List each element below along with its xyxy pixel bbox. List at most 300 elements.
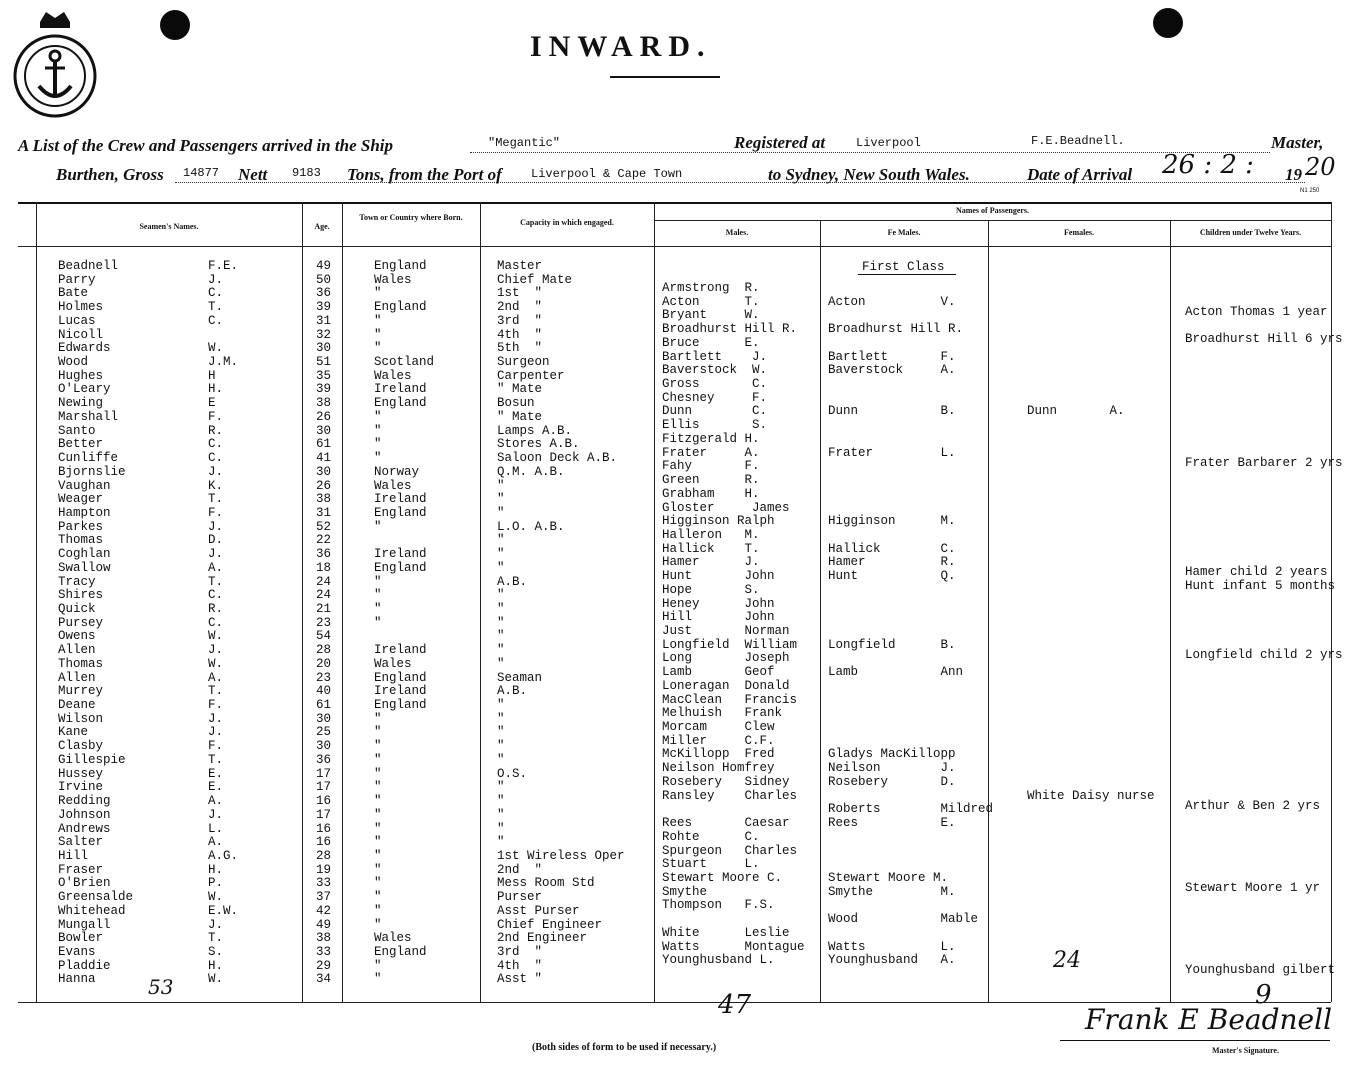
crew-age: 29: [316, 958, 332, 973]
crew-surname: Newing: [58, 396, 104, 411]
crew-capacity: 2nd ": [497, 300, 543, 315]
passenger-female: Gladys MacKillopp: [828, 747, 956, 762]
crew-initials: C.: [208, 313, 224, 328]
passenger-female: Hunt Q.: [828, 569, 956, 584]
crew-age: 30: [316, 423, 332, 438]
crew-surname: Johnson: [58, 807, 111, 822]
crew-age: 49: [316, 259, 332, 273]
crew-initials: C.: [208, 437, 224, 452]
crew-row: [0, 589, 654, 603]
crew-initials: J.: [208, 807, 224, 822]
crew-age: 16: [316, 821, 332, 836]
from-port: Liverpool & Cape Town: [531, 167, 683, 181]
passenger-male: Dunn C.: [662, 404, 768, 419]
passenger-female: Dunn B.: [828, 404, 956, 419]
crew-birthplace: ": [374, 574, 382, 589]
crew-row: [0, 850, 654, 864]
crew-initials: W.: [208, 629, 224, 644]
crew-birthplace: ": [374, 780, 382, 795]
crew-surname: Wood: [58, 355, 89, 370]
crew-surname: Parry: [58, 272, 96, 287]
crew-row: [0, 548, 654, 562]
crew-initials: C.: [208, 588, 224, 603]
crew-age: 28: [316, 643, 332, 658]
crew-row: [0, 644, 654, 658]
passenger-female: Lamb Ann: [828, 665, 964, 680]
passenger-male: Baverstock W.: [662, 363, 768, 378]
crew-surname: Redding: [58, 794, 111, 809]
crew-birthplace: England: [374, 945, 427, 959]
passenger-male: Green R.: [662, 473, 760, 488]
crew-surname: Lucas: [58, 313, 96, 328]
crew-birthplace: ": [374, 313, 382, 328]
crew-age: 61: [316, 437, 332, 452]
arrival-date: 26 : 2 :: [1162, 150, 1254, 180]
passenger-male: Lamb Geof: [662, 665, 775, 680]
crew-capacity: 3rd ": [497, 945, 543, 959]
crew-initials: R.: [208, 602, 224, 616]
crew-row: [0, 534, 654, 548]
crew-surname: Salter: [58, 835, 104, 850]
crew-initials: C.: [208, 286, 224, 301]
crew-row: [0, 397, 654, 411]
crew-initials: J.: [208, 643, 224, 658]
passenger-male: Hill John: [662, 610, 775, 625]
crew-surname: Hill: [58, 848, 89, 863]
crew-row: [0, 946, 654, 960]
crew-row: [0, 507, 654, 521]
passenger-female: Broadhurst Hill R.: [828, 322, 964, 337]
crew-capacity: Chief Engineer: [497, 917, 603, 932]
crew-capacity: Asst ": [497, 972, 543, 987]
crew-capacity: 5th ": [497, 341, 543, 356]
crew-initials: A.G.: [208, 848, 239, 863]
crew-birthplace: Wales: [374, 272, 412, 287]
crew-age: 20: [316, 656, 332, 671]
crew-row: [0, 809, 654, 823]
passengers-subheader-rule: [654, 220, 1331, 221]
passenger-male: Chesney F.: [662, 390, 768, 405]
crew-birthplace: England: [374, 505, 427, 520]
passenger-male: Younghusband L.: [662, 953, 775, 968]
crew-surname: Irvine: [58, 780, 104, 795]
crew-age: 23: [316, 670, 332, 685]
crew-initials: J.: [208, 711, 224, 726]
crew-birthplace: Ireland: [374, 547, 427, 562]
crew-age: 38: [316, 492, 332, 507]
crew-age: 31: [316, 313, 332, 328]
passenger-male: Higginson Ralph: [662, 514, 775, 529]
passenger-female: Baverstock A.: [828, 363, 956, 378]
col-header-passengers: Names of Passengers.: [955, 206, 1030, 215]
crew-birthplace: Wales: [374, 478, 412, 493]
crew-age: 30: [316, 464, 332, 479]
crew-capacity: 2nd ": [497, 862, 543, 877]
crew-age: 23: [316, 615, 332, 630]
crew-capacity: 2nd Engineer: [497, 931, 588, 946]
crew-capacity: 3rd ": [497, 313, 543, 328]
passenger-male: Hope S.: [662, 582, 760, 597]
crew-birthplace: England: [374, 300, 427, 315]
crew-row: [0, 960, 654, 974]
nett-label: Nett: [238, 165, 268, 184]
crew-birthplace: ": [374, 423, 382, 438]
crew-capacity: ": [497, 835, 505, 850]
crew-row: [0, 781, 654, 795]
passenger-male: Stuart L.: [662, 857, 760, 872]
crew-surname: Murrey: [58, 684, 104, 699]
crew-row: [0, 864, 654, 878]
crew-initials: W.: [208, 890, 224, 905]
crew-surname: Coghlan: [58, 547, 111, 562]
footer-note: (Both sides of form to be used if necessary.): [532, 1042, 717, 1053]
first-class-heading: First Class: [862, 260, 945, 274]
passenger-female: Frater L.: [828, 445, 956, 460]
crew-surname: Marshall: [58, 409, 119, 424]
crew-row: [0, 891, 654, 905]
crew-birthplace: ": [374, 972, 382, 987]
crew-row: [0, 425, 654, 439]
crew-row: [0, 919, 654, 933]
col-header-fe-males: Fe Males.: [887, 228, 921, 237]
signature-label: Master's Signature.: [1212, 1046, 1279, 1055]
crew-capacity: Seaman: [497, 670, 543, 685]
crew-surname: Owens: [58, 629, 96, 644]
crew-capacity: ": [497, 560, 505, 575]
crew-initials: E.: [208, 780, 224, 795]
passenger-male: White Leslie: [662, 925, 790, 940]
crew-capacity: O.S.: [497, 766, 528, 781]
crew-initials: H: [208, 368, 216, 383]
crew-initials: T.: [208, 684, 224, 699]
crew-initials: T.: [208, 574, 224, 589]
passenger-male: Gloster James: [662, 500, 790, 515]
crew-birthplace: Norway: [374, 464, 420, 479]
crew-surname: Bjornslie: [58, 464, 126, 479]
crew-capacity: Asst Purser: [497, 903, 580, 918]
passenger-male: Bartlett J.: [662, 349, 768, 364]
crew-birthplace: ": [374, 903, 382, 918]
crew-surname: Hanna: [58, 972, 96, 987]
crew-row: [0, 685, 654, 699]
crew-row: [0, 260, 654, 274]
crew-birthplace: ": [374, 711, 382, 726]
passenger-male: Watts Montague: [662, 939, 805, 954]
passenger-male: Gross C.: [662, 377, 768, 392]
passenger-male: Grabham H.: [662, 486, 760, 501]
crew-surname: Bowler: [58, 931, 104, 946]
crew-birthplace: ": [374, 835, 382, 850]
crew-birthplace: ": [374, 794, 382, 809]
passenger-male: Longfield William: [662, 637, 798, 652]
crew-surname: Deane: [58, 698, 96, 713]
crew-capacity: ": [497, 588, 505, 603]
crew-row: [0, 315, 654, 329]
passenger-male: Loneragan Donald: [662, 678, 790, 693]
passenger-male: Halleron M.: [662, 527, 760, 542]
passenger-male: Long Joseph: [662, 651, 790, 666]
crew-surname: Andrews: [58, 821, 111, 836]
crew-initials: J.: [208, 725, 224, 740]
crew-surname: Gillespie: [58, 752, 126, 767]
crew-birthplace: ": [374, 588, 382, 603]
title-underline: [610, 76, 720, 78]
crew-age: 22: [316, 533, 332, 548]
crew-age: 26: [316, 409, 332, 424]
nett-tons: 9183: [292, 166, 321, 180]
crew-initials: J.: [208, 547, 224, 562]
crew-row: [0, 768, 654, 782]
passenger-child: Hamer child 2 years: [1185, 565, 1328, 580]
crew-initials: J.: [208, 519, 224, 534]
passenger-male: Fahy F.: [662, 459, 760, 474]
crew-surname: Better: [58, 437, 104, 452]
crew-surname: Tracy: [58, 574, 96, 589]
crew-capacity: ": [497, 478, 505, 493]
crew-age: 39: [316, 300, 332, 315]
crew-row: [0, 383, 654, 397]
form-code: N1 250: [1300, 188, 1320, 194]
crew-birthplace: ": [374, 917, 382, 932]
crew-age: 61: [316, 698, 332, 713]
passenger-female: Rees E.: [828, 816, 956, 831]
crew-initials: E.W.: [208, 903, 239, 918]
passenger-male: Bryant W.: [662, 308, 760, 323]
crew-surname: Allen: [58, 670, 96, 685]
col-header-males: Males.: [725, 228, 749, 237]
crew-age: 38: [316, 931, 332, 946]
crew-surname: Allen: [58, 643, 96, 658]
crew-birthplace: England: [374, 560, 427, 575]
crew-surname: Hughes: [58, 368, 104, 383]
col-divider: [654, 202, 655, 1002]
crew-birthplace: England: [374, 396, 427, 411]
crew-birthplace: England: [374, 670, 427, 685]
crew-initials: K.: [208, 478, 224, 493]
crew-age: 37: [316, 890, 332, 905]
passenger-female: Rosebery D.: [828, 774, 956, 789]
crew-initials: R.: [208, 423, 224, 438]
col-divider: [820, 220, 821, 1002]
crew-birthplace: Ireland: [374, 382, 427, 397]
passenger-male: McKillopp Fred: [662, 747, 775, 762]
crew-capacity: Mess Room Std: [497, 876, 595, 891]
crew-row: [0, 452, 654, 466]
crew-capacity: ": [497, 821, 505, 836]
passenger-female: Stewart Moore M.: [828, 870, 949, 885]
crew-birthplace: England: [374, 259, 427, 273]
first-class-underline: [858, 274, 956, 275]
crew-surname: Greensalde: [58, 890, 134, 905]
passenger-child: Frater Barbarer 2 yrs: [1185, 455, 1343, 470]
header-line1-rule: [470, 152, 1270, 153]
passenger-male: Thompson F.S.: [662, 898, 775, 913]
seal-logo: [12, 6, 98, 118]
col-header-females: Females.: [1064, 228, 1094, 237]
passenger-male: Melhuish Frank: [662, 706, 783, 721]
crew-age: 17: [316, 766, 332, 781]
passenger-female: Hamer R.: [828, 555, 956, 570]
crew-row: [0, 411, 654, 425]
passenger-male: Broadhurst Hill R.: [662, 322, 798, 337]
crew-capacity: Carpenter: [497, 368, 565, 383]
crew-capacity: Lamps A.B.: [497, 423, 573, 438]
crew-capacity: ": [497, 698, 505, 713]
crew-birthplace: ": [374, 848, 382, 863]
crew-row: [0, 301, 654, 315]
crew-initials: P.: [208, 876, 224, 891]
crew-initials: J.: [208, 272, 224, 287]
crew-age: 42: [316, 903, 332, 918]
crew-birthplace: Scotland: [374, 355, 435, 370]
crew-row: [0, 836, 654, 850]
crew-age: 36: [316, 752, 332, 767]
crew-age: 33: [316, 876, 332, 891]
header-line2-rule: [175, 182, 1305, 183]
crew-birthplace: ": [374, 807, 382, 822]
col-divider: [1331, 202, 1332, 1002]
crew-birthplace: ": [374, 451, 382, 466]
crew-birthplace: Ireland: [374, 492, 427, 507]
crew-initials: T.: [208, 492, 224, 507]
crew-birthplace: ": [374, 519, 382, 534]
crew-capacity: ": [497, 643, 505, 658]
crew-row: [0, 480, 654, 494]
crew-capacity: ": [497, 711, 505, 726]
crew-birthplace: ": [374, 725, 382, 740]
passenger-male: Just Norman: [662, 624, 790, 638]
master-name: F.E.Beadnell.: [1031, 134, 1125, 148]
crew-surname: Edwards: [58, 341, 111, 356]
passenger-child: Younghusband gilbert: [1185, 963, 1336, 978]
crew-age: 34: [316, 972, 332, 987]
crew-capacity: 4th ": [497, 327, 543, 342]
crew-age: 36: [316, 286, 332, 301]
crew-initials: C.: [208, 615, 224, 630]
col-header-born: Town or Country where Born.: [359, 213, 463, 222]
table-top-rule: [18, 202, 1331, 204]
crew-surname: O'Leary: [58, 382, 111, 397]
crew-initials: F.: [208, 698, 224, 713]
passenger-male: Acton T.: [662, 294, 760, 309]
passenger-female-extra: Dunn A.: [1027, 404, 1125, 419]
crew-capacity: Master: [497, 259, 543, 273]
header-prefix: A List of the Crew and Passengers arrived in the Ship: [18, 136, 393, 155]
crew-surname: Weager: [58, 492, 104, 507]
crew-initials: F.E.: [208, 259, 239, 273]
crew-age: 18: [316, 560, 332, 575]
crew-surname: Mungall: [58, 917, 111, 932]
crew-capacity: Saloon Deck A.B.: [497, 451, 618, 466]
crew-initials: F.: [208, 409, 224, 424]
crew-row: [0, 356, 654, 370]
crew-row: [0, 466, 654, 480]
females-total: 24: [1053, 948, 1081, 973]
crew-capacity: ": [497, 807, 505, 822]
crew-birthplace: ": [374, 821, 382, 836]
crew-row: [0, 905, 654, 919]
crew-initials: H.: [208, 862, 224, 877]
registered-label: Registered at: [734, 133, 826, 152]
crew-surname: Pursey: [58, 615, 104, 630]
passenger-child: Longfield child 2 yrs: [1185, 647, 1343, 662]
ship-name: "Megantic": [488, 136, 561, 150]
passenger-male: Ellis S.: [662, 418, 768, 433]
crew-birthplace: ": [374, 739, 382, 754]
passenger-male: Hallick T.: [662, 541, 760, 556]
gross-tons: 14877: [183, 166, 220, 180]
tons-from-label: Tons, from the Port of: [347, 165, 502, 184]
crew-age: 51: [316, 355, 332, 370]
crew-row: [0, 713, 654, 727]
crew-initials: H.: [208, 958, 224, 973]
crew-birthplace: Ireland: [374, 643, 427, 658]
crew-surname: Thomas: [58, 533, 104, 548]
crew-capacity: L.O. A.B.: [497, 519, 565, 534]
passenger-child: Arthur & Ben 2 yrs: [1185, 798, 1321, 813]
crew-capacity: A.B.: [497, 574, 528, 589]
crew-surname: Evans: [58, 945, 96, 959]
crew-age: 32: [316, 327, 332, 342]
passenger-male: Smythe: [662, 884, 708, 899]
passenger-male: Heney John: [662, 596, 775, 611]
passenger-male: Rees Caesar: [662, 816, 790, 831]
passenger-male: MacClean Francis: [662, 692, 798, 707]
crew-row: [0, 877, 654, 891]
registered-port: Liverpool: [856, 136, 921, 150]
crew-capacity: ": [497, 656, 505, 671]
crew-age: 25: [316, 725, 332, 740]
passenger-male: Frater A.: [662, 445, 760, 460]
crew-capacity: ": [497, 780, 505, 795]
year-prefix: 19: [1285, 165, 1302, 184]
passenger-female: Neilson J.: [828, 761, 956, 776]
crew-row: [0, 274, 654, 288]
crew-birthplace: ": [374, 615, 382, 630]
crew-row: [0, 658, 654, 672]
year-suffix: 20: [1305, 153, 1336, 181]
crew-row: [0, 973, 654, 987]
crew-row: [0, 795, 654, 809]
crew-capacity: 1st Wireless Oper: [497, 848, 625, 863]
arrival-label: Date of Arrival: [1027, 165, 1133, 184]
crew-surname: Wilson: [58, 711, 104, 726]
crew-birthplace: ": [374, 752, 382, 767]
punch-hole-right: [1153, 8, 1183, 38]
crew-row: [0, 726, 654, 740]
crew-row: [0, 603, 654, 617]
crew-capacity: Q.M. A.B.: [497, 464, 565, 479]
passenger-female: Longfield B.: [828, 637, 956, 652]
crew-row: [0, 493, 654, 507]
crew-capacity: Surgeon: [497, 355, 550, 370]
crew-age: 16: [316, 794, 332, 809]
crew-capacity: " Mate: [497, 382, 543, 397]
crew-initials: F.: [208, 739, 224, 754]
master-signature: Frank E Beadnell: [1085, 1003, 1333, 1036]
crew-age: 17: [316, 780, 332, 795]
crew-age: 26: [316, 478, 332, 493]
crew-age: 28: [316, 848, 332, 863]
master-label: Master,: [1271, 133, 1324, 152]
crew-surname: Holmes: [58, 300, 104, 315]
crew-initials: E: [208, 396, 216, 411]
passenger-male: Rohte C.: [662, 829, 760, 844]
crew-surname: Santo: [58, 423, 96, 438]
passenger-male: Morcam Clew: [662, 720, 775, 735]
table-header-rule: [18, 246, 1331, 247]
crew-age: 52: [316, 519, 332, 534]
